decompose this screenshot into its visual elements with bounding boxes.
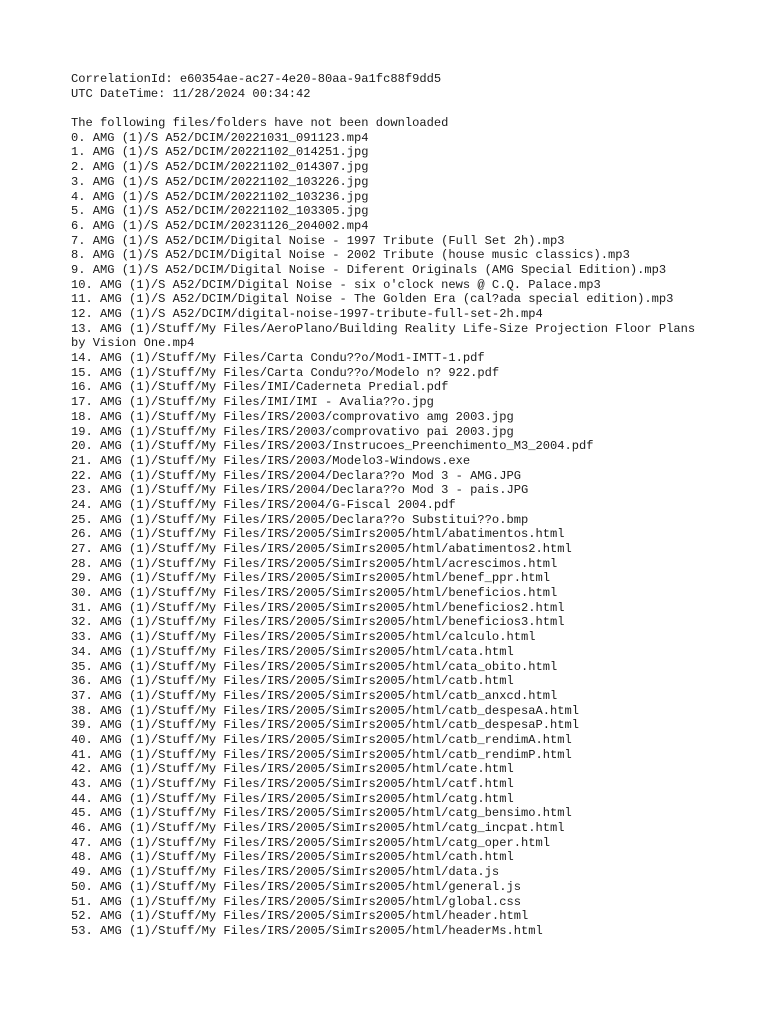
file-list-item: 39. AMG (1)/Stuff/My Files/IRS/2005/SimIrs2005/html/catb_despesaP.html	[71, 718, 580, 733]
file-list-item: 37. AMG (1)/Stuff/My Files/IRS/2005/SimIrs2005/html/catb_anxcd.html	[71, 688, 558, 703]
file-list-item: 13. AMG (1)/Stuff/My Files/AeroPlano/Building Reality Life-Size Projection Floor Plans by Vision One.mp4	[71, 321, 703, 351]
file-list-item: 26. AMG (1)/Stuff/My Files/IRS/2005/SimIrs2005/html/abatimentos.html	[71, 527, 565, 542]
blank-line	[71, 101, 711, 116]
file-list-item: 3. AMG (1)/S A52/DCIM/20221102_103226.jpg	[71, 174, 369, 189]
utc-datetime: UTC DateTime: 11/28/2024 00:34:42	[71, 86, 311, 101]
file-list-item: 21. AMG (1)/Stuff/My Files/IRS/2003/Modelo3-Windows.exe	[71, 453, 471, 468]
file-list-item: 29. AMG (1)/Stuff/My Files/IRS/2005/SimIrs2005/html/benef_ppr.html	[71, 571, 550, 586]
file-list-item: 6. AMG (1)/S A52/DCIM/20231126_204002.mp4	[71, 218, 369, 233]
file-list-item: 47. AMG (1)/Stuff/My Files/IRS/2005/SimIrs2005/html/catg_oper.html	[71, 835, 550, 850]
intro-text: The following files/folders have not been downloaded	[71, 116, 449, 131]
file-list-item: 30. AMG (1)/Stuff/My Files/IRS/2005/SimIrs2005/html/beneficios.html	[71, 586, 558, 601]
file-list-item: 31. AMG (1)/Stuff/My Files/IRS/2005/SimIrs2005/html/beneficios2.html	[71, 600, 565, 615]
file-list-item: 7. AMG (1)/S A52/DCIM/Digital Noise - 1997 Tribute (Full Set 2h).mp3	[71, 233, 565, 248]
file-list-item: 51. AMG (1)/Stuff/My Files/IRS/2005/SimIrs2005/html/global.css	[71, 894, 521, 909]
file-list-item: 35. AMG (1)/Stuff/My Files/IRS/2005/SimIrs2005/html/cata_obito.html	[71, 659, 558, 674]
file-list	[71, 131, 711, 939]
file-list-item: 28. AMG (1)/Stuff/My Files/IRS/2005/SimIrs2005/html/acrescimos.html	[71, 556, 558, 571]
file-list-item: 41. AMG (1)/Stuff/My Files/IRS/2005/SimIrs2005/html/catb_rendimP.html	[71, 747, 572, 762]
file-list-item: 52. AMG (1)/Stuff/My Files/IRS/2005/SimIrs2005/html/header.html	[71, 909, 529, 924]
file-list-item: 20. AMG (1)/Stuff/My Files/IRS/2003/Instrucoes_Preenchimento_M3_2004.pdf	[71, 439, 594, 454]
file-list-item: 18. AMG (1)/Stuff/My Files/IRS/2003/comprovativo amg 2003.jpg	[71, 409, 514, 424]
file-list-item: 8. AMG (1)/S A52/DCIM/Digital Noise - 2002 Tribute (house music classics).mp3	[71, 248, 630, 263]
file-list-item: 45. AMG (1)/Stuff/My Files/IRS/2005/SimIrs2005/html/catg_bensimo.html	[71, 806, 572, 821]
file-list-item: 49. AMG (1)/Stuff/My Files/IRS/2005/SimIrs2005/html/data.js	[71, 865, 500, 880]
file-list-item: 14. AMG (1)/Stuff/My Files/Carta Condu??o/Mod1-IMTT-1.pdf	[71, 351, 485, 366]
file-list-item: 44. AMG (1)/Stuff/My Files/IRS/2005/SimIrs2005/html/catg.html	[71, 791, 514, 806]
file-list-item: 25. AMG (1)/Stuff/My Files/IRS/2005/Declara??o Substitui??o.bmp	[71, 512, 529, 527]
file-list-item: 32. AMG (1)/Stuff/My Files/IRS/2005/SimIrs2005/html/beneficios3.html	[71, 615, 565, 630]
file-list-item: 36. AMG (1)/Stuff/My Files/IRS/2005/SimIrs2005/html/catb.html	[71, 674, 514, 689]
file-list-item: 48. AMG (1)/Stuff/My Files/IRS/2005/SimIrs2005/html/cath.html	[71, 850, 514, 865]
file-list-item: 24. AMG (1)/Stuff/My Files/IRS/2004/G-Fiscal 2004.pdf	[71, 497, 456, 512]
file-list-item: 42. AMG (1)/Stuff/My Files/IRS/2005/SimIrs2005/html/cate.html	[71, 762, 514, 777]
correlation-id: CorrelationId: e60354ae-ac27-4e20-80aa-9a1fc88f9dd5	[71, 72, 442, 86]
file-list-item: 16. AMG (1)/Stuff/My Files/IMI/Caderneta Predial.pdf	[71, 380, 449, 395]
file-list-item: 5. AMG (1)/S A52/DCIM/20221102_103305.jpg	[71, 204, 369, 219]
file-list-item: 40. AMG (1)/Stuff/My Files/IRS/2005/SimIrs2005/html/catb_rendimA.html	[71, 732, 572, 747]
file-list-item: 22. AMG (1)/Stuff/My Files/IRS/2004/Declara??o Mod 3 - AMG.JPG	[71, 468, 521, 483]
file-list-item: 50. AMG (1)/Stuff/My Files/IRS/2005/SimIrs2005/html/general.js	[71, 879, 521, 894]
file-list-item: 2. AMG (1)/S A52/DCIM/20221102_014307.jpg	[71, 160, 369, 175]
file-list-item: 10. AMG (1)/S A52/DCIM/Digital Noise - six o'clock news @ C.Q. Palace.mp3	[71, 277, 601, 292]
file-list-item: 53. AMG (1)/Stuff/My Files/IRS/2005/SimIrs2005/html/headerMs.html	[71, 923, 543, 938]
file-list-item: 11. AMG (1)/S A52/DCIM/Digital Noise - The Golden Era (cal?ada special edition).mp3	[71, 292, 674, 307]
file-list-item: 33. AMG (1)/Stuff/My Files/IRS/2005/SimIrs2005/html/calculo.html	[71, 630, 536, 645]
file-list-item: 17. AMG (1)/Stuff/My Files/IMI/IMI - Avalia??o.jpg	[71, 395, 434, 410]
file-list-item: 4. AMG (1)/S A52/DCIM/20221102_103236.jpg	[71, 189, 369, 204]
file-list-item: 27. AMG (1)/Stuff/My Files/IRS/2005/SimIrs2005/html/abatimentos2.html	[71, 542, 572, 557]
file-list-item: 15. AMG (1)/Stuff/My Files/Carta Condu??o/Modelo n? 922.pdf	[71, 365, 500, 380]
file-list-item: 1. AMG (1)/S A52/DCIM/20221102_014251.jpg	[71, 145, 369, 160]
file-list-item: 43. AMG (1)/Stuff/My Files/IRS/2005/SimIrs2005/html/catf.html	[71, 777, 514, 792]
download-report-document	[71, 72, 711, 939]
file-list-item: 9. AMG (1)/S A52/DCIM/Digital Noise - Diferent Originals (AMG Special Edition).mp3	[71, 262, 667, 277]
file-list-item: 46. AMG (1)/Stuff/My Files/IRS/2005/SimIrs2005/html/catg_incpat.html	[71, 821, 565, 836]
file-list-item: 38. AMG (1)/Stuff/My Files/IRS/2005/SimIrs2005/html/catb_despesaA.html	[71, 703, 580, 718]
file-list-item: 12. AMG (1)/S A52/DCIM/digital-noise-1997-tribute-full-set-2h.mp4	[71, 307, 543, 321]
file-list-item: 0. AMG (1)/S A52/DCIM/20221031_091123.mp4	[71, 130, 369, 145]
file-list-item: 34. AMG (1)/Stuff/My Files/IRS/2005/SimIrs2005/html/cata.html	[71, 644, 514, 659]
file-list-item: 19. AMG (1)/Stuff/My Files/IRS/2003/comprovativo pai 2003.jpg	[71, 424, 514, 439]
file-list-item: 23. AMG (1)/Stuff/My Files/IRS/2004/Declara??o Mod 3 - pais.JPG	[71, 483, 529, 498]
